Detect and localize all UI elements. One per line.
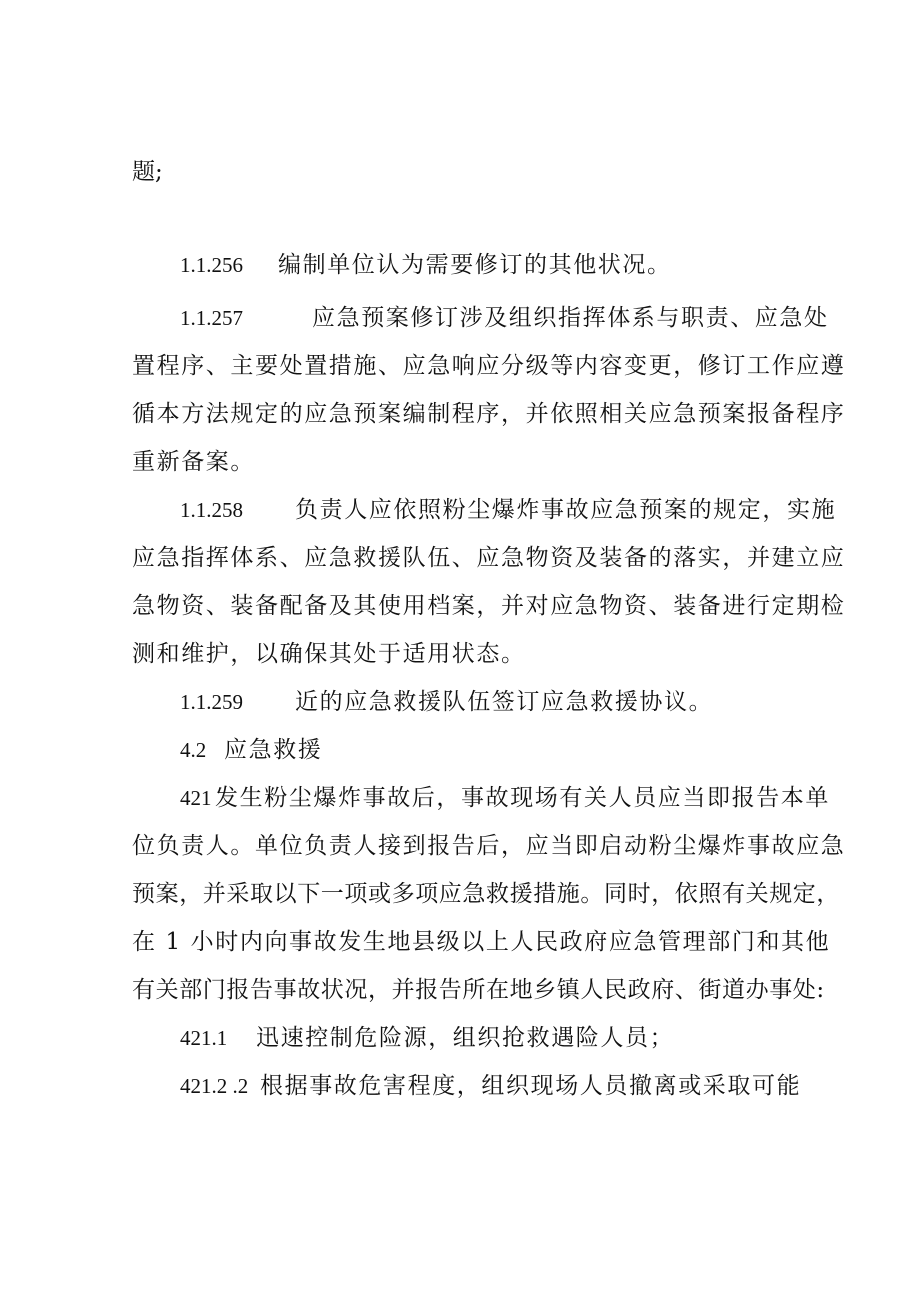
line-text: 急物资、装备配备及其使用档案，并对应急物资、装备进行定期检 [132,593,846,619]
section-number: 4.2 [180,738,207,762]
section-title: 应急救援 [224,737,323,763]
text-line [132,440,255,484]
line-text: 预案，并采取以下一项或多项应急救援措施。同时，依照有关规定， [132,881,840,907]
line-text: 迅速控制危险源，组织抢救遇险人员； [256,1025,675,1051]
text-line [132,920,830,964]
line-text: 应急预案修订涉及组织指挥体系与职责、应急处 [312,305,829,331]
line-text: 题; [132,159,163,185]
line-text: 测和维护，以确保其处于适用状态。 [132,641,526,667]
clause-1-1-257 [180,296,829,340]
text-line [132,824,845,868]
clause-1-1-258 [180,488,836,532]
line-text: 发生粉尘爆炸事故后，事故现场有关人员应当即报告本单 [215,785,830,811]
line-text: 重新备案。 [132,449,255,475]
line-text: 根据事故危害程度，组织现场人员撤离或采取可能 [260,1073,802,1099]
line-text: 位负责人。单位负责人接到报告后，应当即启动粉尘爆炸事故应急 [132,833,846,859]
clause-number: 421.1 [180,1026,228,1050]
clause-1-1-256 [180,243,672,287]
clause-number: 1.1.256 [180,253,243,277]
clause-421-1 [180,1016,674,1060]
text-line [132,150,163,194]
line-text: 有关部门报告事故状况，并报告所在地乡镇人民政府、街道办事处: [132,977,825,1003]
line-text: 负责人应依照粉尘爆炸事故应急预案的规定，实施 [295,497,837,523]
text-line [132,872,840,916]
text-line [132,584,845,628]
clause-number: 1.1.258 [180,498,243,522]
clause-number: 1.1.257 [180,306,243,330]
clause-421 [180,776,830,820]
clause-number: 421.2 .2 [180,1074,249,1098]
line-text: 在 1 小时内向事故发生地县级以上人民政府应急管理部门和其他 [132,929,831,955]
clause-421-2 [180,1064,801,1108]
text-line [132,536,845,580]
clause-number: 1.1.259 [180,690,243,714]
text-line [132,392,845,436]
text-line [132,344,845,388]
text-line [132,632,526,676]
line-text: 应急指挥体系、应急救援队伍、应急物资及装备的落实，并建立应 [132,545,846,571]
line-text: 编制单位认为需要修订的其他状况。 [278,252,672,278]
line-text: 近的应急救援队伍签订应急救援协议。 [295,689,714,715]
line-text: 置程序、主要处置措施、应急响应分级等内容变更，修订工作应遵 [132,353,846,379]
clause-number: 421 [180,786,212,810]
text-line [132,968,825,1012]
line-text: 循本方法规定的应急预案编制程序，并依照相关应急预案报备程序 [132,401,846,427]
clause-1-1-259 [180,680,713,724]
section-heading-4-2 [180,728,322,772]
